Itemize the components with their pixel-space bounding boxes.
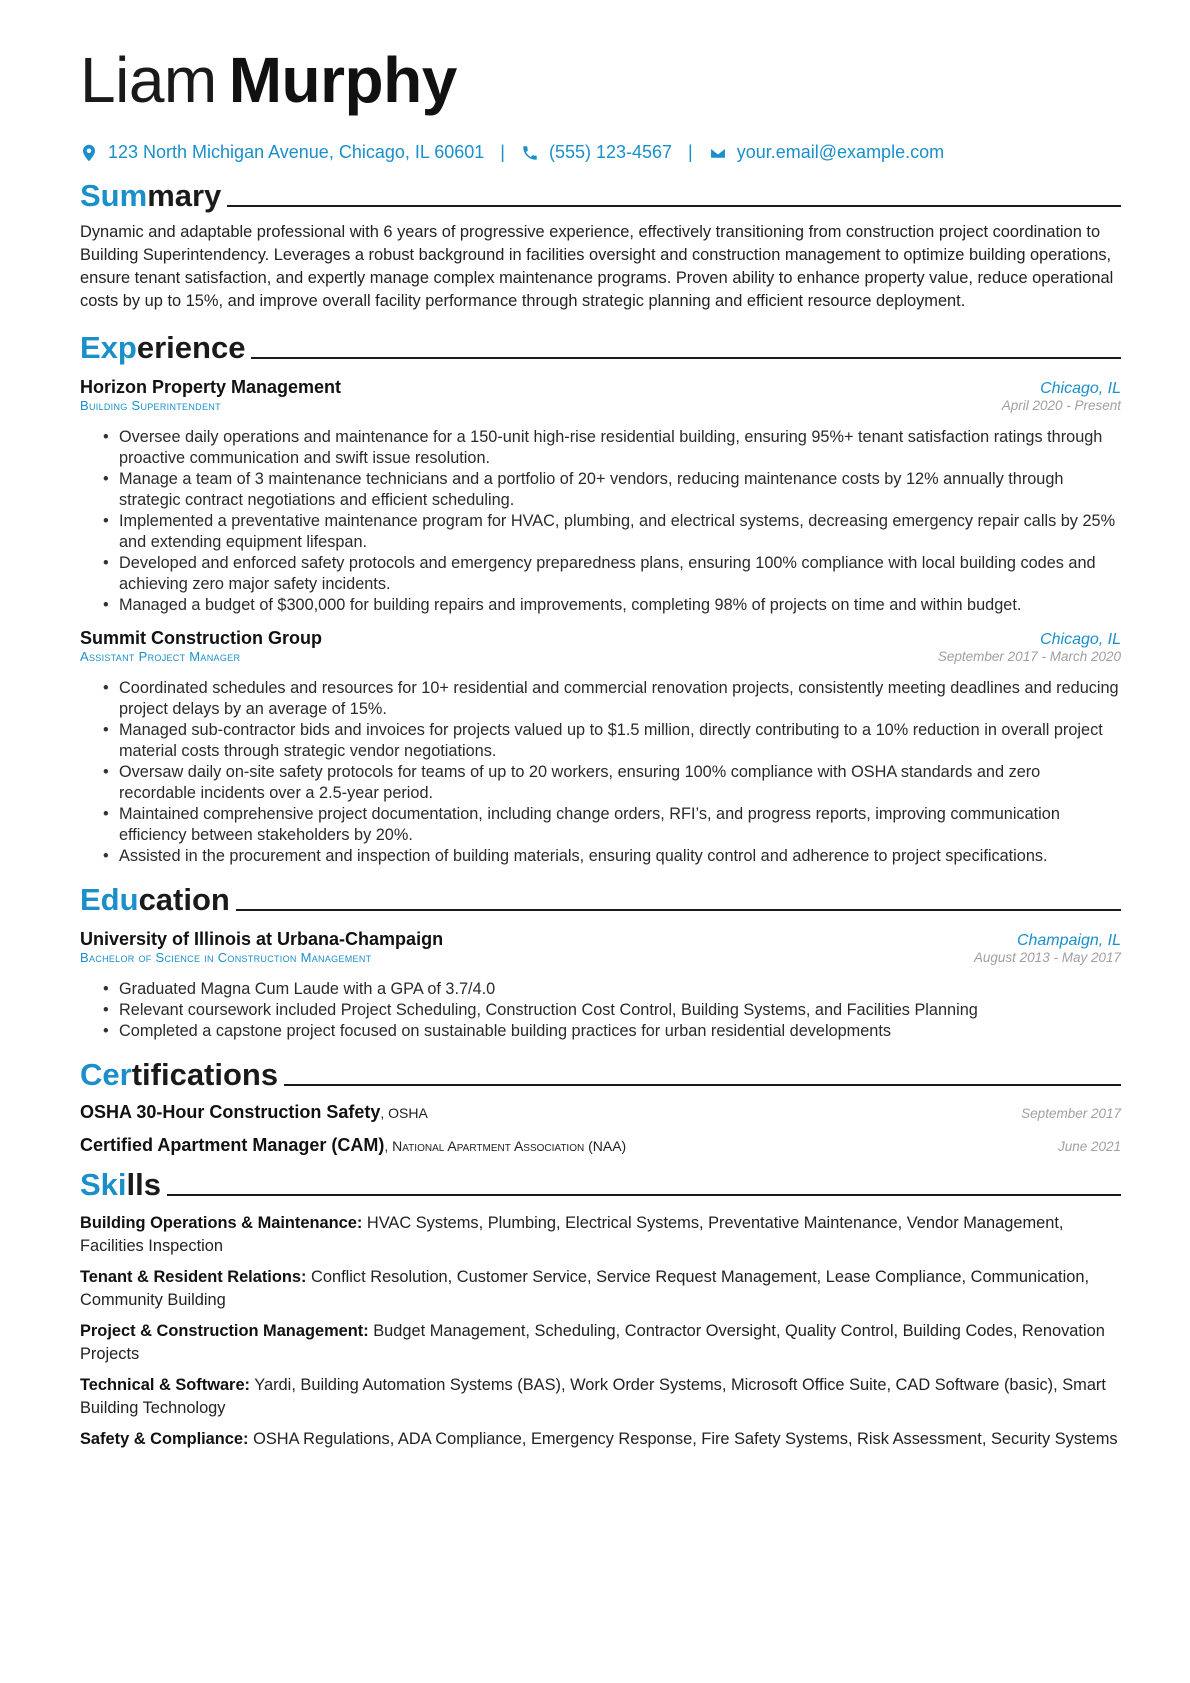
section-rule: [236, 909, 1121, 911]
skill-list: Conflict Resolution, Customer Service, Service Request Management, Lease Compliance, Communication, Community Building: [80, 1268, 1090, 1309]
certification-name: Certified Apartment Manager (CAM): [80, 1135, 385, 1155]
email-link[interactable]: your.email@example.com: [736, 142, 945, 162]
skill-category: Technical & Software:: [80, 1376, 251, 1394]
skill-category: Project & Construction Management:: [80, 1322, 369, 1340]
section-rule: [251, 357, 1121, 359]
map-pin-icon: [80, 144, 98, 162]
list-item: • Maintained comprehensive project documentation, including change orders, RFI’s, and progress reports, improving communication efficiency between stakeholders by 20%.: [119, 804, 1121, 846]
address-item: [80, 142, 484, 163]
skill-line: [80, 1266, 1121, 1312]
list-item: • Developed and enforced safety protocols and emergency preparedness plans, ensuring 100% compliance with local building codes and achieving zero major safety incidents.: [119, 553, 1121, 595]
school-location: Champaign, IL: [1016, 932, 1121, 949]
first-name: Liam: [80, 44, 217, 116]
skill-list: OSHA Regulations, ADA Compliance, Emergency Response, Fire Safety Systems, Risk Assessment, Security Systems: [248, 1430, 1118, 1448]
address-text: 123 North Michigan Avenue, Chicago, IL 60601: [108, 142, 485, 162]
summary-heading: Summary: [80, 177, 1121, 215]
list-item: • Graduated Magna Cum Laude with a GPA of 3.7/4.0: [119, 979, 1121, 1000]
list-item: • Oversee daily operations and maintenance for a 150-unit high-rise residential building, ensuring 95%+ tenant satisfaction ratings through proactive communication and swift issue resolution.: [119, 427, 1121, 469]
certification-date: June 2021: [1057, 1139, 1121, 1154]
list-item: • Implemented a preventative maintenance program for HVAC, plumbing, and electrical systems, decreasing emergency repair calls by 25% and extending equipment lifespan.: [119, 511, 1121, 553]
experience-heading: Experience: [80, 329, 1121, 367]
skill-line: [80, 1374, 1121, 1420]
contact-line: [80, 142, 1121, 163]
education-entry: [80, 929, 1121, 1042]
phone-icon: [521, 144, 539, 162]
candidate-name: [80, 40, 1121, 120]
skill-category: Tenant & Resident Relations:: [80, 1268, 307, 1286]
job-location: Chicago, IL: [1040, 380, 1121, 397]
list-item: • Oversaw daily on-site safety protocols for teams of up to 20 workers, ensuring 100% compliance with OSHA standards and zero recordable incidents over a 2.5-year period.: [119, 762, 1121, 804]
degree-title: Bachelor of Science in Construction Management: [80, 950, 372, 965]
certification-item: [80, 1102, 1121, 1123]
job-dates: April 2020 - Present: [1001, 398, 1121, 413]
section-rule: [284, 1084, 1121, 1086]
certification-date: September 2017: [1021, 1106, 1121, 1121]
list-item: • Managed sub-contractor bids and invoices for projects valued up to $1.5 million, directly contributing to a 10% reduction in overall project material costs through strategic vendor negotiations.: [119, 720, 1121, 762]
contact-separator: |: [500, 142, 505, 162]
job-title: Building Superintendent: [80, 398, 221, 413]
summary-text: Dynamic and adaptable professional with 6 years of progressive experience, effectively transitioning from construction project coordination to Building Superintendency. Leverages a robust background in facilities oversight and construction management to optimize building operations, ensure tenant satisfaction, and expertly manage complex maintenance programs. Proven ability to enhance property value, reduce operational costs by up to 15%, and improve overall facility performance through strategic planning and efficient resource deployment.: [80, 223, 1114, 310]
school-dates: August 2013 - May 2017: [973, 950, 1121, 965]
employer-name: Horizon Property Management: [80, 377, 342, 397]
skill-line: [80, 1428, 1121, 1451]
certification-issuer: , OSHA: [380, 1105, 428, 1121]
resume-page: [80, 40, 1121, 1451]
phone-item: [521, 142, 672, 163]
last-name: Murphy: [228, 44, 457, 116]
skill-list: Budget Management, Scheduling, Contractor Oversight, Quality Control, Building Codes, Renovation Projects: [80, 1322, 1105, 1363]
education-heading: Education: [80, 881, 1121, 919]
skill-category: Building Operations & Maintenance:: [80, 1214, 363, 1232]
section-rule: [227, 205, 1121, 207]
experience-entry: [80, 377, 1121, 616]
job-title: Assistant Project Manager: [80, 649, 241, 664]
certification-name: OSHA 30-Hour Construction Safety: [80, 1102, 381, 1122]
list-item: • Manage a team of 3 maintenance technicians and a portfolio of 20+ vendors, reducing maintenance costs by 12% annually through strategic contract negotiations and efficient scheduling.: [119, 469, 1121, 511]
skills-heading: Skills: [80, 1166, 1121, 1204]
education-bullets: [80, 979, 1121, 1042]
job-dates: September 2017 - March 2020: [937, 649, 1121, 664]
skill-category: Safety & Compliance:: [80, 1430, 249, 1448]
list-item: • Completed a capstone project focused on sustainable building practices for urban residential developments: [119, 1021, 1121, 1042]
list-item: • Assisted in the procurement and inspection of building materials, ensuring quality control and adherence to project specifications.: [119, 846, 1121, 867]
job-bullets: [80, 678, 1121, 867]
list-item: • Relevant coursework included Project Scheduling, Construction Cost Control, Building Systems, and Facilities Planning: [119, 1000, 1121, 1021]
section-rule: [167, 1194, 1121, 1196]
list-item: • Coordinated schedules and resources for 10+ residential and commercial renovation projects, consistently meeting deadlines and reducing project delays by an average of 15%.: [119, 678, 1121, 720]
employer-name: Summit Construction Group: [80, 628, 322, 648]
certifications-heading: Certifications: [80, 1056, 1121, 1094]
skill-list: Yardi, Building Automation Systems (BAS), Work Order Systems, Microsoft Office Suite, CAD Software (basic), Smart Building Technology: [80, 1376, 1106, 1417]
email-item[interactable]: [709, 142, 944, 163]
experience-entry: [80, 628, 1121, 867]
school-name: University of Illinois at Urbana-Champaign: [80, 929, 444, 949]
list-item: • Managed a budget of $300,000 for building repairs and improvements, completing 98% of projects on time and within budget.: [119, 595, 1121, 616]
skill-line: [80, 1212, 1121, 1258]
certification-item: [80, 1135, 1121, 1156]
contact-separator: |: [688, 142, 693, 162]
skill-line: [80, 1320, 1121, 1366]
phone-text: (555) 123-4567: [548, 142, 673, 162]
job-bullets: [80, 427, 1121, 616]
skill-list: HVAC Systems, Plumbing, Electrical Systems, Preventative Maintenance, Vendor Management, Facilities Inspection: [80, 1214, 1064, 1255]
job-location: Chicago, IL: [1040, 631, 1121, 648]
certification-issuer: , National Apartment Association (NAA): [384, 1138, 627, 1154]
envelope-icon: [709, 144, 727, 162]
